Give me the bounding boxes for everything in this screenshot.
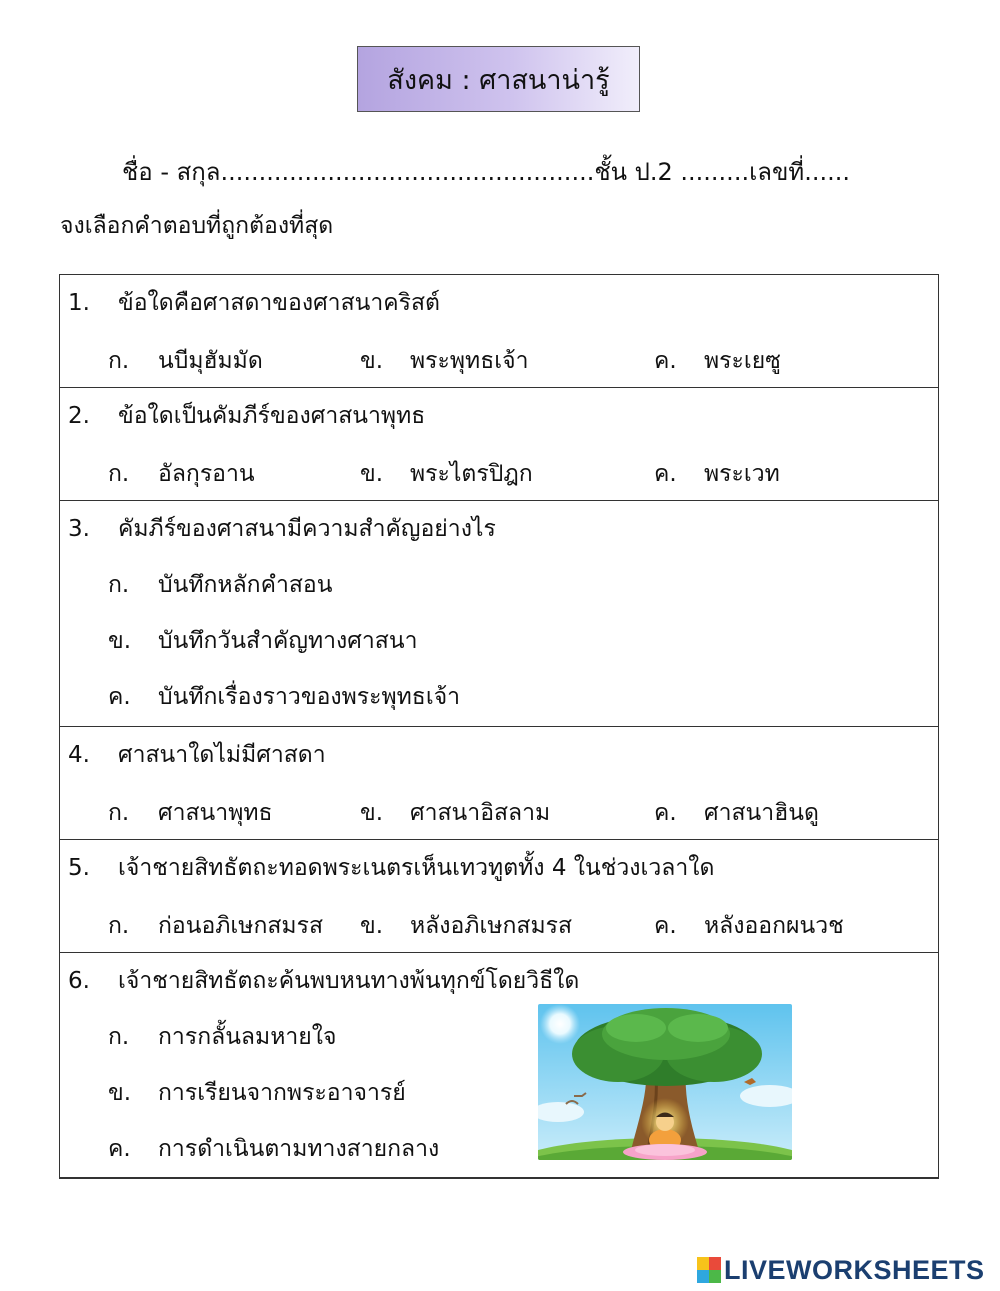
question-3-text: [68, 511, 496, 547]
question-prompt: เจ้าชายสิทธัตถะค้นพบหนทางพ้นทุกข์โดยวิธีใด: [118, 968, 580, 994]
option-letter: ข.: [360, 913, 384, 939]
question-number: 2.: [68, 403, 90, 429]
instruction-text: จงเลือกคำตอบที่ถูกต้องที่สุด: [60, 213, 334, 239]
worksheet-title: [357, 46, 640, 112]
option-text: อัลกุรอาน: [158, 461, 255, 487]
option-kho[interactable]: [360, 456, 533, 492]
question-6-text: [68, 963, 579, 999]
option-text: ก่อนอภิเษกสมรส: [158, 913, 323, 939]
worksheet-title-text: สังคม : ศาสนาน่ารู้: [387, 64, 610, 96]
logo-cubes-icon: [697, 1257, 721, 1283]
option-letter: ก.: [108, 1024, 130, 1050]
question-3: [60, 501, 938, 727]
option-kho-khwai[interactable]: [654, 456, 780, 492]
option-text: พระไตรปิฎก: [410, 461, 533, 487]
bodhi-tree-illustration: [538, 1004, 792, 1160]
question-2: [60, 388, 938, 501]
question-prompt: ข้อใดเป็นคัมภีร์ของศาสนาพุทธ: [118, 403, 426, 429]
option-ko[interactable]: [108, 795, 273, 831]
option-letter: ค.: [654, 348, 677, 374]
option-kho-khwai[interactable]: [654, 795, 819, 831]
question-4: [60, 727, 938, 840]
option-letter: ก.: [108, 800, 130, 826]
question-number: 4.: [68, 742, 90, 768]
option-text: บันทึกหลักคำสอน: [158, 572, 333, 598]
option-kho-khwai[interactable]: [654, 908, 844, 944]
question-prompt: ศาสนาใดไม่มีศาสดา: [118, 742, 326, 768]
question-number: 3.: [68, 516, 90, 542]
option-ko[interactable]: [108, 567, 332, 603]
logo-cube-green: [709, 1270, 721, 1283]
option-letter: ข.: [108, 1080, 132, 1106]
option-letter: ค.: [108, 684, 131, 710]
option-kho[interactable]: [360, 343, 528, 379]
option-letter: ค.: [654, 800, 677, 826]
question-prompt: คัมภีร์ของศาสนามีความสำคัญอย่างไร: [118, 516, 496, 542]
option-letter: ค.: [654, 913, 677, 939]
option-text: พระเวท: [704, 461, 780, 487]
option-text: การเรียนจากพระอาจารย์: [158, 1080, 406, 1106]
option-ko[interactable]: [108, 343, 263, 379]
option-letter: ข.: [108, 628, 132, 654]
question-5: [60, 840, 938, 953]
option-text: หลังอภิเษกสมรส: [410, 913, 572, 939]
option-text: ศาสนาอิสลาม: [410, 800, 551, 826]
question-5-text: [68, 850, 714, 886]
option-letter: ข.: [360, 800, 384, 826]
option-letter: ค.: [654, 461, 677, 487]
logo-cube-red: [709, 1257, 721, 1270]
option-text: ศาสนาพุทธ: [158, 800, 273, 826]
quiz-table: [59, 274, 939, 1179]
question-1-text: [68, 285, 440, 321]
option-letter: ข.: [360, 461, 384, 487]
question-number: 5.: [68, 855, 90, 881]
option-text: หลังออกผนวช: [704, 913, 844, 939]
option-text: นบีมุฮัมมัด: [158, 348, 263, 374]
bodhi-tree-image: [538, 1004, 792, 1160]
question-number: 1.: [68, 290, 90, 316]
logo-cube-yellow: [697, 1257, 709, 1270]
option-text: การกลั้นลมหายใจ: [158, 1024, 337, 1050]
option-text: บันทึกวันสำคัญทางศาสนา: [158, 628, 418, 654]
question-prompt: เจ้าชายสิทธัตถะทอดพระเนตรเห็นเทวทูตทั้ง 4 ในช่วงเวลาใด: [118, 855, 715, 881]
logo-text: LIVEWORKSHEETS: [724, 1254, 985, 1285]
option-kho[interactable]: [108, 1075, 406, 1111]
student-info-line: ชื่อ - สกุล.................................................ชั้น ป.2 .........เลขที่......: [122, 158, 850, 186]
liveworksheets-logo: [697, 1254, 985, 1286]
option-ko[interactable]: [108, 1019, 336, 1055]
option-kho-khwai[interactable]: [108, 1131, 439, 1167]
question-2-text: [68, 398, 425, 434]
option-text: พระเยซู: [704, 348, 781, 374]
question-prompt: ข้อใดคือศาสดาของศาสนาคริสต์: [118, 290, 440, 316]
option-ko[interactable]: [108, 456, 255, 492]
option-kho[interactable]: [360, 908, 572, 944]
option-kho-khwai[interactable]: [654, 343, 781, 379]
question-1: [60, 275, 938, 388]
option-text: การดำเนินตามทางสายกลาง: [158, 1136, 440, 1162]
option-letter: ค.: [108, 1136, 131, 1162]
question-4-text: [68, 737, 326, 773]
option-kho-khwai[interactable]: [108, 679, 460, 715]
option-kho[interactable]: [108, 623, 417, 659]
option-letter: ก.: [108, 348, 130, 374]
question-number: 6.: [68, 968, 90, 994]
option-kho[interactable]: [360, 795, 550, 831]
option-text: ศาสนาฮินดู: [704, 800, 819, 826]
option-letter: ก.: [108, 572, 130, 598]
option-letter: ก.: [108, 913, 130, 939]
option-ko[interactable]: [108, 908, 323, 944]
option-letter: ก.: [108, 461, 130, 487]
option-text: บันทึกเรื่องราวของพระพุทธเจ้า: [158, 684, 461, 710]
logo-cube-blue: [697, 1270, 709, 1283]
option-text: พระพุทธเจ้า: [410, 348, 529, 374]
option-letter: ข.: [360, 348, 384, 374]
question-6: [60, 953, 938, 1178]
